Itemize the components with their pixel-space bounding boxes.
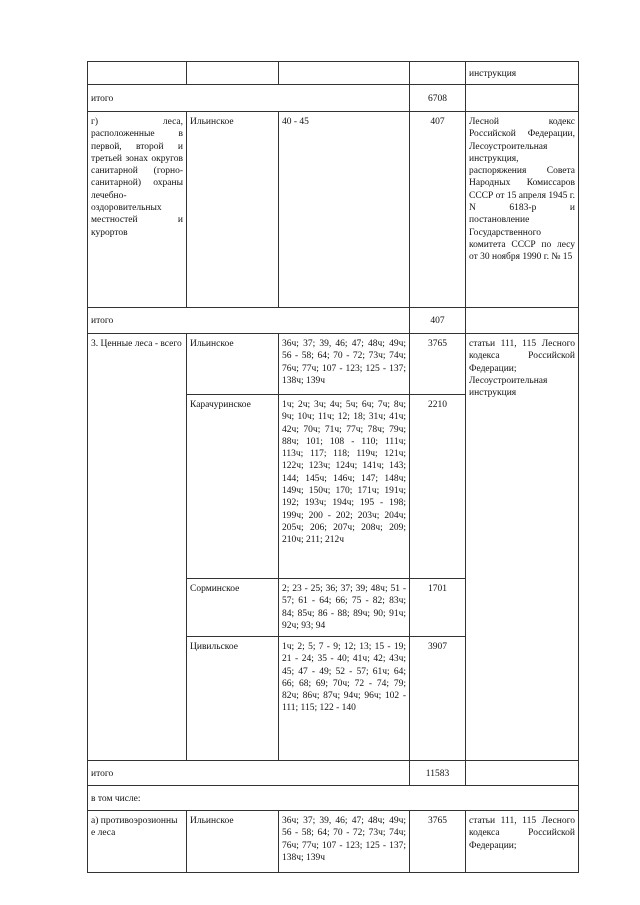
cell-basis: инструкция bbox=[466, 62, 579, 85]
cell-area: 2210 bbox=[410, 395, 466, 579]
cell-district: Сорминское bbox=[187, 579, 279, 637]
cell-area: 11583 bbox=[410, 761, 466, 786]
table-row bbox=[88, 811, 579, 873]
table-row bbox=[88, 761, 579, 786]
cell-basis bbox=[466, 761, 579, 786]
table-row bbox=[88, 85, 579, 112]
cell-name: а) противоэрозионны е леса bbox=[88, 811, 187, 873]
table-row bbox=[88, 62, 579, 85]
cell-area: 1701 bbox=[410, 579, 466, 637]
cell-name bbox=[88, 62, 187, 85]
cell-district: Ильинское bbox=[187, 334, 279, 395]
cell-basis bbox=[466, 85, 579, 112]
cell-district: Карачуринское bbox=[187, 395, 279, 579]
cell-total-label: итого bbox=[88, 761, 410, 786]
cell-quarters: 40 - 45 bbox=[279, 112, 410, 308]
cell-area: 3765 bbox=[410, 811, 466, 873]
cell-district: Ильинское bbox=[187, 811, 279, 873]
table-row bbox=[88, 308, 579, 334]
cell-basis: статьи 111, 115 Лесного кодекса Российской Федерации; Лесоустроительная инструкция bbox=[466, 334, 579, 761]
cell-area: 6708 bbox=[410, 85, 466, 112]
cell-basis: Лесной кодекс Российской Федерации, Лесоустроительная инструкция, распоряжения Совета Народных Комиссаров СССР от 15 апреля 1945 г. N 6183-р и постановление Государственного комитета СССР по лесу от 30 ноября 1990 г. № 15 bbox=[466, 112, 579, 308]
cell-basis bbox=[466, 308, 579, 334]
table-row bbox=[88, 112, 579, 308]
cell-quarters: 1ч; 2; 5; 7 - 9; 12; 13; 15 - 19; 21 - 24; 35 - 40; 41ч; 42; 43ч; 45; 47 - 49; 52 - 57; 61ч; 64; 66; 68; 69; 70ч; 72 - 74; 79; 82ч; 86ч; 87ч; 94ч; 96ч; 102 - 111; 115; 122 - 140 bbox=[279, 637, 410, 761]
cell-total-label: итого bbox=[88, 308, 410, 334]
cell-total-label: итого bbox=[88, 85, 410, 112]
cell-area: 3907 bbox=[410, 637, 466, 761]
cell-area bbox=[410, 62, 466, 85]
cell-basis: статьи 111, 115 Лесного кодекса Российской Федерации; bbox=[466, 811, 579, 873]
cell-area: 407 bbox=[410, 308, 466, 334]
table-row bbox=[88, 786, 579, 811]
cell-name: 3. Ценные леса - всего bbox=[88, 334, 187, 761]
cell-name: г) леса, расположенные в первой, второй и третьей зонах округов санитарной (горно-санитарной) охраны лечебно-оздоровительных местностей и курортов bbox=[88, 112, 187, 308]
cell-section-label: в том числе: bbox=[88, 786, 579, 811]
cell-quarters: 36ч; 37; 39, 46; 47; 48ч; 49ч; 56 - 58; 64; 70 - 72; 73ч; 74ч; 76ч; 77ч; 107 - 123; 125 - 137; 138ч; 139ч bbox=[279, 811, 410, 873]
cell-quarters: 2; 23 - 25; 36; 37; 39; 48ч; 51 - 57; 61 - 64; 66; 75 - 82; 83ч; 84; 85ч; 86 - 88; 89ч; 90; 91ч; 92ч; 93; 94 bbox=[279, 579, 410, 637]
cell-area: 407 bbox=[410, 112, 466, 308]
cell-area: 3765 bbox=[410, 334, 466, 395]
cell-quarters bbox=[279, 62, 410, 85]
table-row bbox=[88, 334, 579, 395]
cell-quarters: 1ч; 2ч; 3ч; 4ч; 5ч; 6ч; 7ч; 8ч; 9ч; 10ч; 11ч; 12; 18; 31ч; 41ч; 42ч; 70ч; 71ч; 77ч; 78ч; 79ч; 88ч; 101; 108 - 110; 111ч; 113ч; 117; 118; 119ч; 121ч; 122ч; 123ч; 124ч; 141ч; 143; 144; 145ч; 146ч; 147; 148ч; 149ч; 150ч; 170; 171ч; 191ч; 192; 193ч; 194ч; 195 - 198; 199ч; 200 - 202; 203ч; 204ч; 205ч; 206; 207ч; 208ч; 209; 210ч; 211; 212ч bbox=[279, 395, 410, 579]
cell-district: Цивильское bbox=[187, 637, 279, 761]
forest-table bbox=[87, 61, 579, 873]
cell-quarters: 36ч; 37; 39, 46; 47; 48ч; 49ч; 56 - 58; 64; 70 - 72; 73ч; 74ч; 76ч; 77ч; 107 - 123; 125 - 137; 138ч; 139ч bbox=[279, 334, 410, 395]
cell-district: Ильинское bbox=[187, 112, 279, 308]
cell-district bbox=[187, 62, 279, 85]
